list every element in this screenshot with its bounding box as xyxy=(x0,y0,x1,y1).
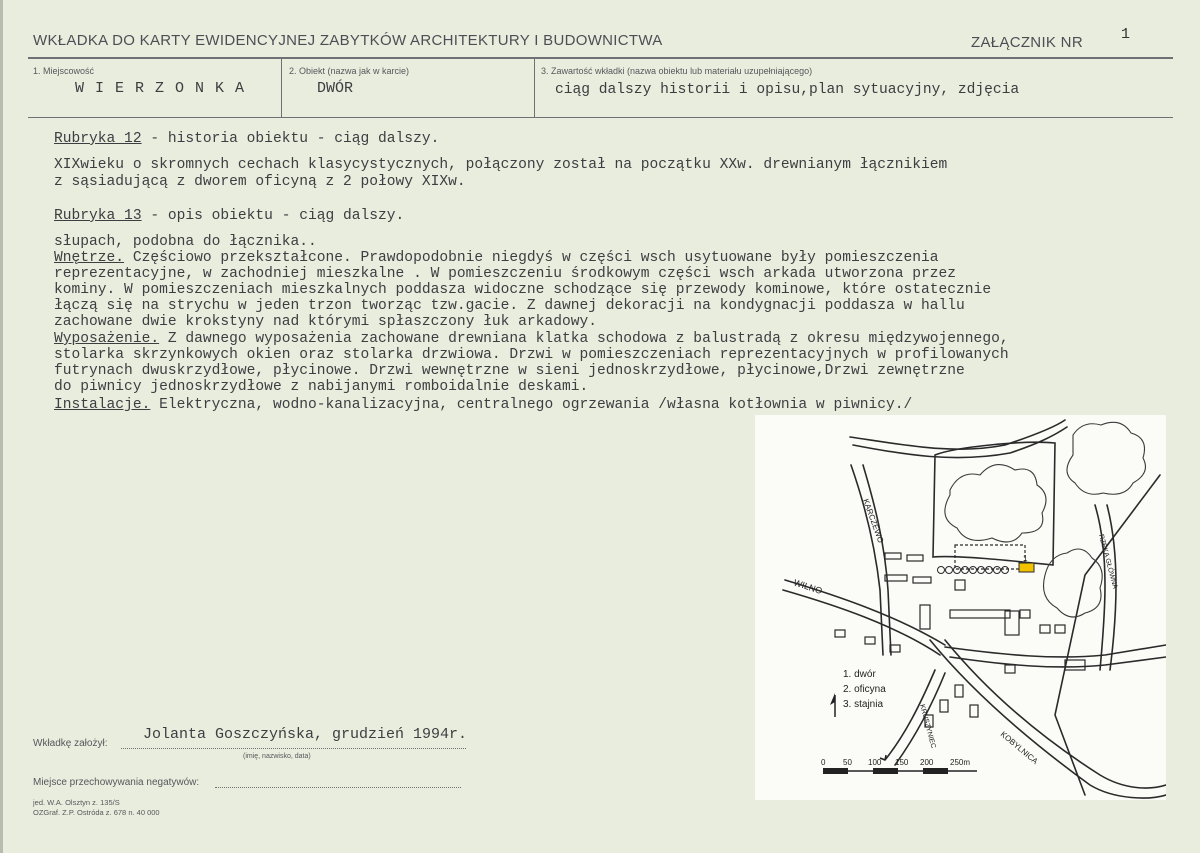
wnetrze-line-4: łączą się na strychu w jeden trzon tworząc tzw.gacie. Z dawnej dekoracji na kondygnacji poddasza w hallu xyxy=(54,298,965,314)
author-dotted-line xyxy=(121,748,466,749)
wyposazenie-line-2: stolarka skrzynkowych okien oraz stolarka drzwiowa. Drzwi w pomieszczeniach reprezentacyjnych w profilowanych xyxy=(54,347,1009,363)
woods-park xyxy=(945,465,1046,542)
scale-tick-100: 100 xyxy=(868,758,882,767)
wyposazenie-line-4: do piwnicy jednoskrzydłowe z nabijanymi romboidalnie deskami. xyxy=(54,379,589,395)
building xyxy=(1055,625,1065,633)
building xyxy=(970,705,978,717)
building xyxy=(835,630,845,637)
label-kobylnica: KOBYLNICA xyxy=(998,729,1040,766)
building xyxy=(940,700,948,712)
description-line-1: słupach, podobna do łącznika.. xyxy=(54,234,317,250)
field-divider-1 xyxy=(281,59,282,117)
manor-highlight xyxy=(1019,563,1034,572)
building xyxy=(885,575,907,581)
wyposazenie-line-3: futrynach dwuskrzydłowe, płycinowe. Drzwi wewnętrzne w sieni jednoskrzydłowe, płycinowe,Drzwi zewnętrzne xyxy=(54,363,965,379)
building xyxy=(920,605,930,629)
building xyxy=(885,553,901,559)
label-wilno: WILNO xyxy=(792,577,824,597)
section12-line-1: XIXwieku o skromnych cechach klasycystycznych, połączony został na początku XXw. drewnianym łącznikiem xyxy=(54,157,948,173)
building xyxy=(1005,611,1019,635)
author-label: Wkładkę założył: xyxy=(33,738,108,749)
building xyxy=(1020,610,1030,618)
park-boundary xyxy=(933,442,1055,565)
author-value: Jolanta Goszczyńska, grudzień 1994r. xyxy=(143,726,468,743)
wyposazenie-label: Wyposażenie. xyxy=(54,331,160,347)
legend-item-2: 2. oficyna xyxy=(843,684,886,695)
field-divider-2 xyxy=(534,59,535,117)
wnetrze-first: Częściowo przekształcone. Prawdopodobnie niegdyś w części wsch usytuowane były pomieszczenia xyxy=(124,250,939,266)
scale-tick-150: 150 xyxy=(895,758,909,767)
woods-northeast xyxy=(1067,422,1145,494)
section12-heading-line xyxy=(54,131,439,147)
road-lower-left-2 xyxy=(895,673,945,765)
section13-heading: Rubryka 13 xyxy=(54,208,142,224)
content-value: ciąg dalszy historii i opisu,plan sytuacyjny, zdjęcia xyxy=(555,82,1020,98)
scale-tick-0: 0 xyxy=(821,758,826,767)
wyposazenie-line xyxy=(54,331,1009,347)
fields-rule xyxy=(28,117,1173,118)
storage-dotted-line xyxy=(215,787,461,788)
section12-line-2: z sąsiadującą z dworem oficyną z 2 połowy XIXw. xyxy=(54,174,466,190)
building xyxy=(950,610,1010,618)
wnetrze-line-3: kominy. W pomieszczeniach mieszkalnych poddasza widoczne schodzące się przewody kominowe, które ostatecznie xyxy=(54,282,992,298)
building xyxy=(955,580,965,590)
print-info-1: jed. W.A. Olsztyn z. 135/S xyxy=(33,798,120,807)
instalacje-label: Instalacje. xyxy=(54,397,151,413)
wnetrze-line-2: reprezentacyjne, w zachodniej mieszkalne . W pomieszczeniu środkowym części wsch arkada utworzona przez xyxy=(54,266,957,282)
building xyxy=(907,555,923,561)
attachment-label: ZAŁĄCZNIK NR xyxy=(971,34,1083,51)
label-rzeka: RZEKA GŁÓWNA xyxy=(1097,533,1119,590)
label-karczewo: KARCZEWO xyxy=(861,497,886,545)
wyposazenie-first: Z dawnego wyposażenia zachowane drewniana klatka schodowa z balustradą z okresu międzywojennego, xyxy=(159,331,1009,347)
north-arrow-icon xyxy=(830,693,835,717)
wnetrze-line-5: zachowane dwie krokstyny nad którymi spłaszczony łuk arkadowy. xyxy=(54,314,597,330)
content-label: 3. Zawartość wkładki (nazwa obiektu lub materiału uzupełniającego) xyxy=(541,66,813,76)
site-plan-drawing xyxy=(755,415,1166,800)
object-label: 2. Obiekt (nazwa jak w karcie) xyxy=(289,66,410,76)
author-hint: (imię, nazwisko, data) xyxy=(243,753,311,760)
section12-heading: Rubryka 12 xyxy=(54,131,142,147)
scale-bar xyxy=(823,768,977,774)
road-wilno-2 xyxy=(783,590,940,655)
scale-tick-200: 200 xyxy=(920,758,934,767)
wnetrze-label: Wnętrze. xyxy=(54,250,125,266)
road-east-2 xyxy=(950,657,1166,667)
section12-title: - historia obiektu - ciąg dalszy. xyxy=(141,131,440,147)
legend-item-1: 1. dwór xyxy=(843,669,876,680)
print-info-2: OZGraf. Z.P. Ostróda z. 678 n. 40 000 xyxy=(33,808,160,817)
road-right-diag xyxy=(1055,475,1160,795)
building xyxy=(1065,660,1085,670)
scale-tick-50: 50 xyxy=(843,758,852,767)
storage-label: Miejsce przechowywania negatywów: xyxy=(33,777,200,788)
building xyxy=(865,637,875,644)
label-lower-left: KRUSZYNIEC xyxy=(918,703,937,750)
site-plan-map xyxy=(755,415,1166,800)
section13-heading-line xyxy=(54,208,404,224)
building xyxy=(1005,665,1015,673)
building xyxy=(1040,625,1050,633)
scale-tick-250: 250m xyxy=(950,758,971,767)
instalacje-text: Elektryczna, wodno-kanalizacyjna, centralnego ogrzewania /własna kotłownia w piwnicy./ xyxy=(150,397,913,413)
legend-item-3: 3. stajnia xyxy=(843,699,884,710)
manor-number: 1 xyxy=(1023,554,1028,563)
card-title: WKŁADKA DO KARTY EWIDENCYJNEJ ZABYTKÓW ARCHITEKTURY I BUDOWNICTWA xyxy=(33,32,663,49)
instalacje-line xyxy=(54,397,912,413)
wnetrze-line xyxy=(54,250,939,266)
location-value: W I E R Z O N K A xyxy=(75,80,246,97)
building xyxy=(913,577,931,583)
object-value: DWÓR xyxy=(317,80,354,97)
location-label: 1. Miejscowość xyxy=(33,66,95,76)
attachment-number: 1 xyxy=(1121,26,1131,43)
road-karczewo xyxy=(851,465,886,655)
building xyxy=(955,685,963,697)
header-rule xyxy=(28,57,1173,59)
section13-title: - opis obiektu - ciąg dalszy. xyxy=(141,208,405,224)
road-east xyxy=(945,645,1166,657)
